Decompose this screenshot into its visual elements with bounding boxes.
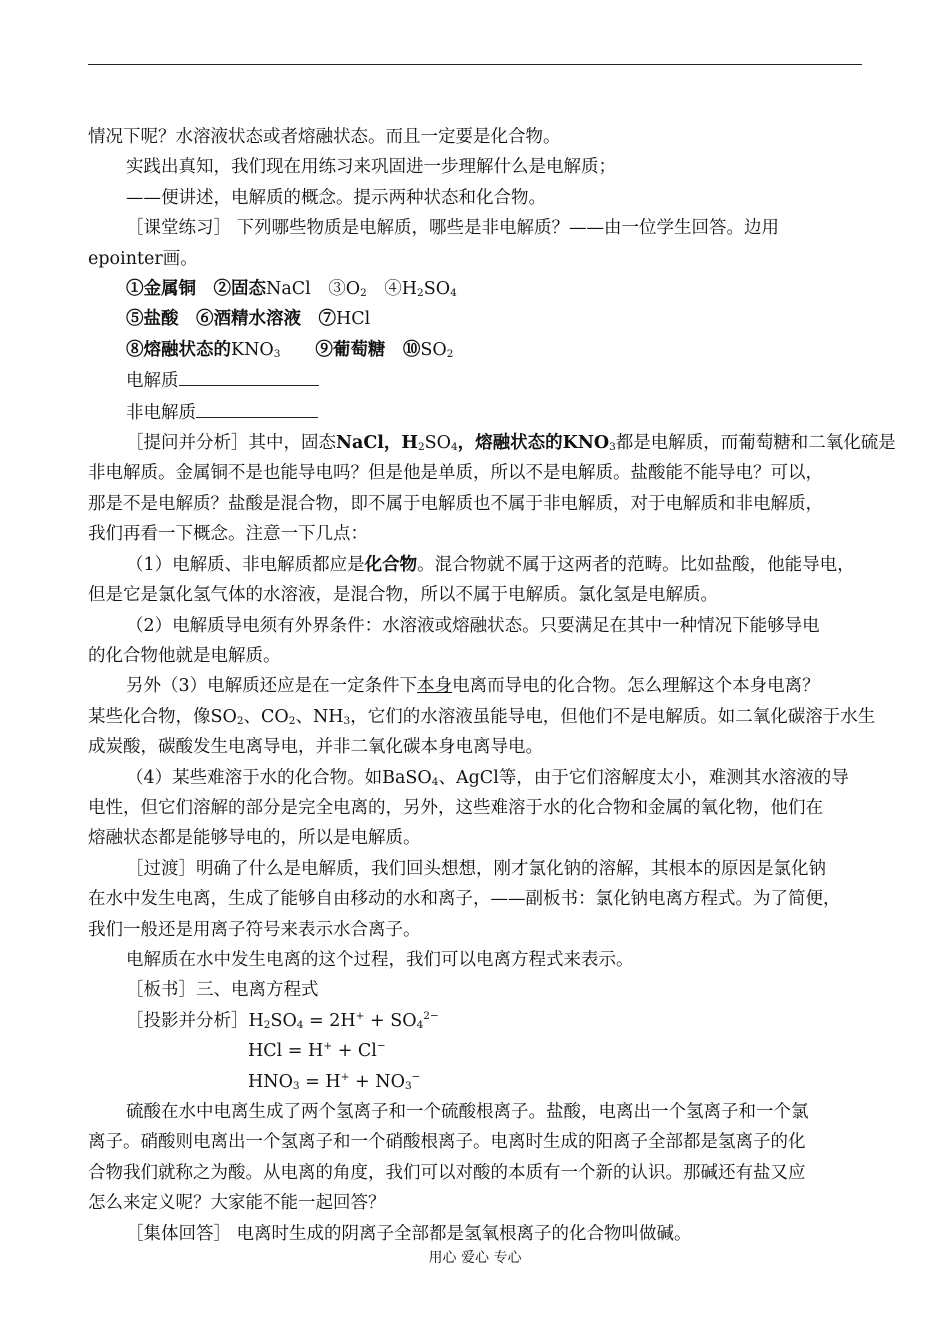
answer-electrolyte: 电解质 [88,365,864,396]
equation-h2so4: ［投影并分析$]H_2SO_4 = 2H^+ + SO_4^{2-}$ [126,1009,439,1031]
text-line: 在水中发生电离，生成了能够自由移动的水和离子，——副板书：氯化钠电离方程式。为了简便， [88,889,841,910]
point-2: （2）电解质导电须有外界条件：水溶液或熔融状态。只要满足在其中一种情况下能够导电 [126,615,820,636]
group-answer: ［集体回答］ 电离时生成的阴离子全部都是氢氧根离子的化合物叫做碱。 [126,1223,692,1244]
equation-hno3: $HNO_3 = H^+ + NO_3^-$ [248,1070,421,1092]
point-3: 另外（3）电解质还应是在一定条件下本身电离而导电的化合物。怎么理解这个本身电离？ [126,676,820,697]
text-line: 电解质在水中发生电离的这个过程，我们可以电离方程式来表示。 [126,949,634,970]
text-line: 电性，但它们溶解的部分是完全电离的，另外，这些难溶于水的化合物和金属的氧化物，他们在 [88,797,823,818]
exercise-prompt: ［课堂练习］ 下列哪些物质是电解质，哪些是非电解质？——由一位学生回答。边用 [126,218,780,239]
exercise-item-line-3: ⑧熔融状态的$KNO_3$ ⑨葡萄糖 $⑩SO_2$ [126,339,454,360]
point-4: （4）某些难溶于水的化合物。如BaSO$_4$、AgCl等，由于它们溶解度太小，难测其水溶液的导 [126,767,849,788]
text-line: 成炭酸，碳酸发生电离导电，并非二氧化碳本身电离导电。 [88,737,543,758]
header-rule [88,64,862,65]
text-line: 合物我们就称之为酸。从电离的角度，我们可以对酸的本质有一个新的认识。那碱还有盐又应 [88,1162,806,1183]
text-line: 实践出真知，我们现在用练习来巩固进一步理解什么是电解质； [126,157,616,178]
text-line: 熔融状态都是能够导电的，所以是电解质。 [88,828,421,849]
point-1: （1）电解质、非电解质都应是化合物。混合物就不属于这两者的范畴。比如盐酸，他能导电， [126,554,855,575]
transition-paragraph: ［过渡］明确了什么是电解质，我们回头想想，刚才氯化钠的溶解，其根本的原因是氯化钠 [126,858,826,879]
answer-blank [196,397,318,418]
text-line: 怎么来定义呢？大家能不能一起回答？ [88,1193,386,1214]
text-line: 我们再看一下概念。注意一下几点： [88,524,368,545]
text-line: epointer画。 [88,248,198,269]
answer-nonelectrolyte: 非电解质 [88,397,864,428]
text-line: 的化合物他就是电解质。 [88,645,281,666]
text-line: 硫酸在水中电离生成了两个氢离子和一个硫酸根离子。盐酸，电离出一个氢离子和一个氯 [126,1102,809,1122]
text-line: 离子。硝酸则电离出一个氢离子和一个硝酸根离子。电离时生成的阳离子全部都是氢离子的化 [88,1132,806,1153]
board-heading: ［板书］三、电离方程式 [126,980,319,1001]
exercise-item-line-1: ①金属铜 ②固态NaCl $③O_2$ $④H_2SO_4$ [126,279,457,300]
text-line: 非电解质。金属铜不是也能导电吗？但是他是单质，所以不是电解质。盐酸能不能导电？可以， [88,463,823,484]
document-body [88,122,896,1249]
text-line: 某些化合物，像$SO_2$、$CO_2$、$NH_3$，它们的水溶液虽能导电，但他们不是电解质。如二氧化碳溶于水生 [88,706,876,727]
text-line: 情况下呢？水溶液状态或者熔融状态。而且一定要是化合物。 [88,127,561,147]
page-footer: 用心 爱心 专心 [428,1250,522,1266]
text-line: ——便讲述，电解质的概念。提示两种状态和化合物。 [126,187,546,208]
text-line: 我们一般还是用离子符号来表示水合离子。 [88,919,421,940]
paragraph-analysis: ［提问并分析］其中，固态NaCl，$H_2SO_4$，熔融状态的$KNO_3$都是电解质，而葡萄糖和二氧化硫是 [126,433,896,454]
text-line: 但是它是氯化氢气体的水溶液，是混合物，所以不属于电解质。氯化氢是电解质。 [88,585,718,606]
equation-hcl: HCl = H+ + Cl− [248,1040,386,1062]
text-line: 那是不是电解质？盐酸是混合物，即不属于电解质也不属于非电解质，对于电解质和非电解质， [88,493,823,514]
exercise-item-line-2: ⑤盐酸 ⑥酒精水溶液 ⑦HCl [126,309,371,330]
answer-blank [179,365,319,386]
